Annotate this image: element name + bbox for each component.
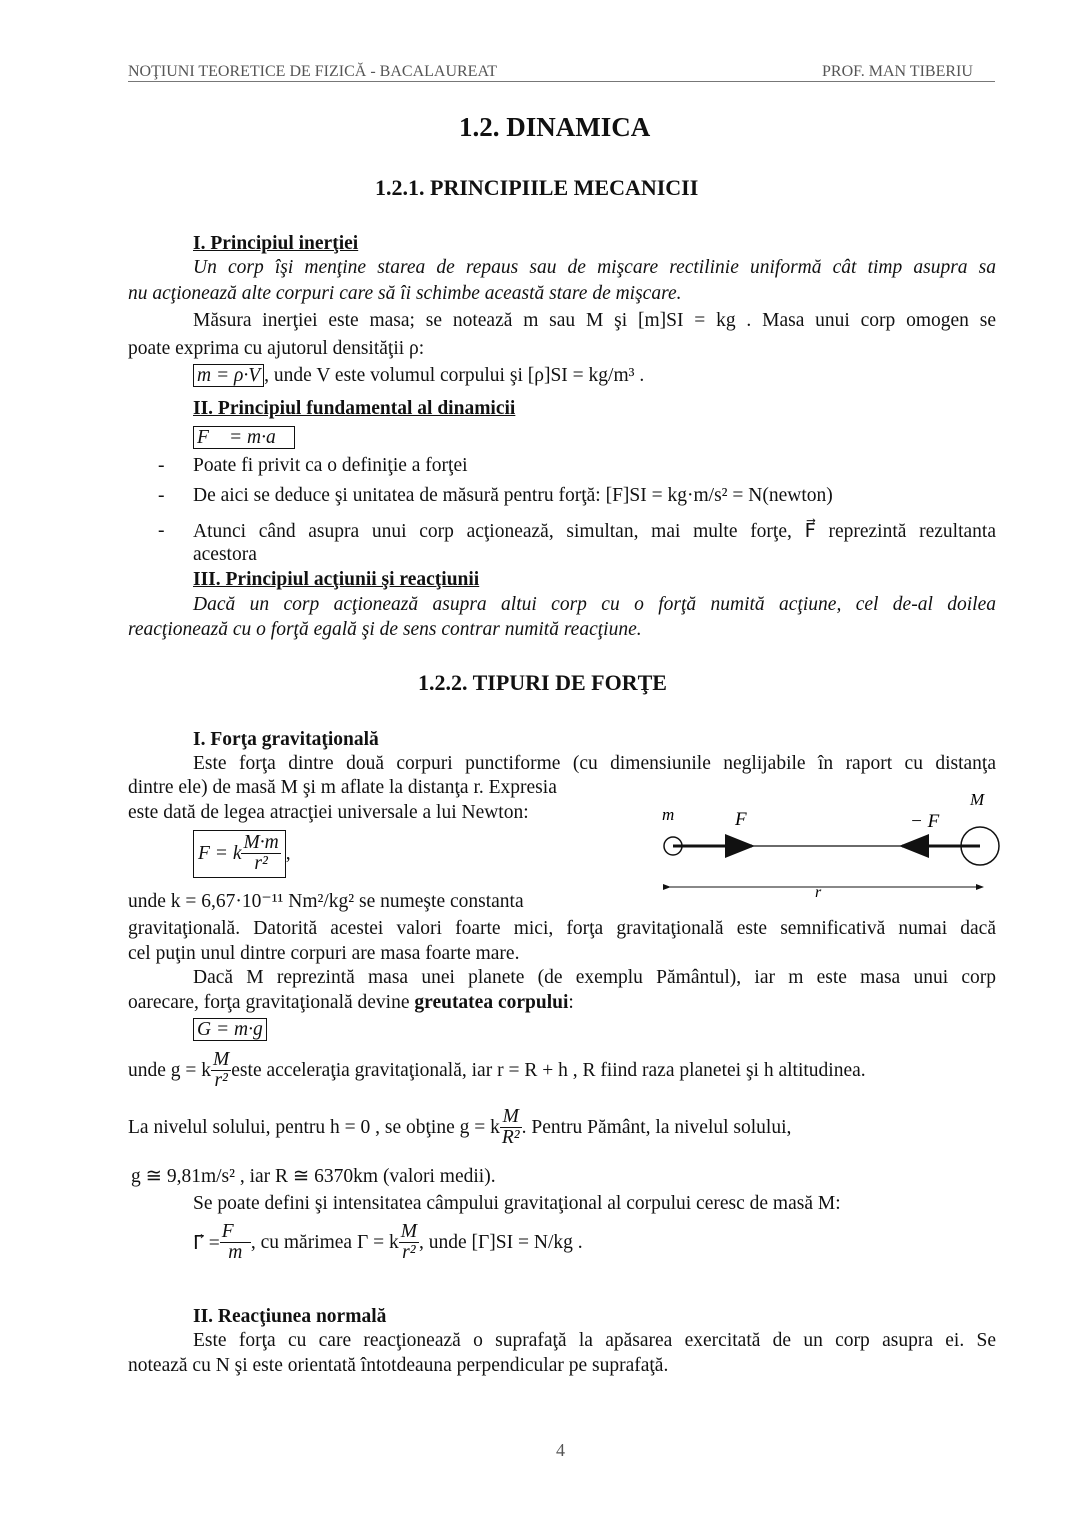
bullet-dash: -	[158, 455, 165, 476]
fraction-numerator: F⃗	[221, 1221, 249, 1242]
fraction-denominator: R²	[501, 1127, 520, 1149]
bullet-1: Poate fi privit ca o definiţie a forţei	[193, 455, 468, 476]
label-M: M	[970, 790, 985, 809]
gravity-line7: Dacă M reprezintă masa unei planete (de exemplu Pământul), iar m este masa unui corp	[193, 967, 996, 988]
bullet-3: Atunci când asupra unui corp acţionează, simultan, mai multe forţe, F⃗ reprezintă rezultanta	[193, 521, 996, 542]
g-def-text: este acceleraţia gravitaţională, iar r = R + h , R fiind raza planetei şi h altitudinea.	[231, 1059, 866, 1081]
label-minus-F: − F⃗	[910, 811, 954, 832]
heading-gravity: I. Forţa gravitaţională	[193, 729, 379, 750]
label-r: r	[815, 884, 822, 901]
inertia-line3: Măsura inerţiei este masa; se notează m sau M şi [m]SI = kg . Masa unui corp omogen se	[193, 310, 996, 331]
gravity-line12: Se poate defini şi intensitatea câmpului gravitaţional al corpului ceresc de masă M:	[193, 1193, 841, 1214]
newton-formula-row	[193, 427, 295, 449]
formula-lhs: F = k	[198, 842, 242, 864]
label-F: F⃗	[735, 809, 762, 830]
g-def-lhs: unde g = k	[128, 1059, 212, 1081]
weight-term: greutatea corpului	[414, 992, 569, 1013]
gravity-line2: dintre ele) de masă M şi m aflate la distanţa r. Expresia	[128, 777, 557, 798]
normal-line1: Este forţa cu care reacţionează o suprafaţă la apăsarea exercitată de un corp asupra ei. Se	[193, 1330, 996, 1351]
gravity-line3: este dată de legea atracţiei universale a lui Newton:	[128, 802, 529, 823]
gravitation-figure	[640, 785, 1010, 905]
header-right: PROF. MAN TIBERIU	[822, 63, 973, 80]
label-m: m	[662, 805, 675, 824]
fraction-numerator: M	[500, 1107, 522, 1128]
gravity-line4: unde k = 6,67·10⁻¹¹ Nm²/kg² se numeşte constanta	[128, 891, 524, 912]
gravity-line10	[128, 1107, 791, 1149]
newton-formula-box: F⃗ = m·a⃗	[193, 426, 295, 449]
inertia-line2: nu acţionează alte corpuri care să îi schimbe această stare de mişcare.	[128, 283, 682, 304]
inertia-line4: poate exprima cu ajutorul densităţii ρ:	[128, 338, 425, 359]
section-title-forces: 1.2.2. TIPURI DE FORŢE	[418, 670, 667, 695]
gravity-line1: Este forţa dintre două corpuri punctiforme (cu dimensiunile neglijabile în raport cu distanţa	[193, 753, 996, 774]
heading-fundamental: II. Principiul fundamental al dinamicii	[193, 398, 516, 419]
action-line2: reacţionează cu o forţă egală şi de sens contrar numită reacţiune.	[128, 619, 642, 640]
gravity-line5: gravitaţională. Datorită acestei valori foarte mici, forţa gravitaţională este semnificativă numai dacă	[128, 918, 996, 939]
bullet-2: De aici se deduce şi unitatea de măsură pentru forţă: [F]SI = kg·m/s² = N(newton)	[193, 485, 833, 506]
field-intensity-formula	[193, 1222, 583, 1264]
gravitation-formula-box	[193, 830, 286, 878]
fraction-numerator: M	[400, 1221, 417, 1242]
gravity-line11: g ≅ 9,81m/s² , iar R ≅ 6370km (valori medii).	[131, 1166, 496, 1187]
gamma-fraction	[220, 1222, 251, 1264]
fraction-numerator: M	[213, 1049, 230, 1070]
weight-formula-row	[193, 1019, 267, 1041]
bullet-dash: -	[158, 520, 165, 541]
gravity-line6: cel puţin unul dintre corpuri are masa foarte mare.	[128, 943, 520, 964]
heading-inertia: I. Principiul inerţiei	[193, 233, 359, 254]
fraction-denominator: r²	[402, 1242, 416, 1264]
density-formula-row	[193, 365, 644, 387]
line8-pre: oarecare, forţa gravitaţională devine	[128, 992, 415, 1013]
gravity-line9	[128, 1050, 866, 1092]
ground-level-text: . Pentru Pământ, la nivelul solului,	[521, 1116, 792, 1138]
page-number: 4	[556, 1440, 565, 1460]
heading-action-reaction: III. Principiul acţiunii şi reacţiunii	[193, 569, 480, 590]
gamma-magnitude-fraction	[399, 1222, 419, 1264]
section-title-principles: 1.2.1. PRINCIPIILE MECANICII	[375, 175, 699, 200]
page-title: 1.2. DINAMICA	[459, 112, 651, 142]
normal-line2: notează cu N şi este orientată întotdeauna perpendicular pe suprafaţă.	[128, 1355, 669, 1376]
action-line1: Dacă un corp acţionează asupra altui corp cu o forţă numită acţiune, cel de-al doilea	[193, 594, 996, 615]
density-formula-tail: , unde V este volumul corpului şi [ρ]SI = kg/m³ .	[264, 365, 645, 386]
bullet-3-cont: acestora	[193, 544, 257, 565]
gamma-lhs: Γ⃗ =	[193, 1232, 220, 1254]
fraction-denominator: r²	[254, 853, 268, 875]
gravity-line8	[128, 992, 574, 1014]
density-formula-box: m = ρ·V	[193, 364, 264, 387]
gravitation-formula: F = k $\frac{M\cdot m}{\text{r²}}$ ,	[193, 830, 291, 878]
gamma-magnitude-text: , cu mărimea Γ = k	[250, 1231, 399, 1253]
fraction-numerator: M·m	[243, 832, 279, 853]
inertia-line1: Un corp îşi menţine starea de repaus sau de mişcare rectilinie uniformă cât timp asupra sa	[193, 257, 996, 278]
line8-post: :	[568, 992, 574, 1013]
g0-fraction	[500, 1107, 522, 1149]
g-fraction	[211, 1050, 231, 1092]
formula-fraction	[241, 833, 280, 875]
header-rule	[128, 81, 995, 82]
header-left: NOŢIUNI TEORETICE DE FIZICĂ - BACALAUREAT	[128, 63, 497, 80]
fraction-denominator: r²	[214, 1070, 228, 1092]
gamma-unit-text: , unde [Γ]SI = N/kg .	[418, 1231, 583, 1253]
bullet-dash: -	[158, 485, 165, 506]
weight-formula-box: G = m·g	[193, 1018, 267, 1041]
fraction-denominator: m	[228, 1242, 243, 1264]
heading-normal-reaction: II. Reacţiunea normală	[193, 1306, 387, 1327]
ground-level-lhs: La nivelul solului, pentru h = 0 , se obţine g = k	[128, 1116, 500, 1138]
